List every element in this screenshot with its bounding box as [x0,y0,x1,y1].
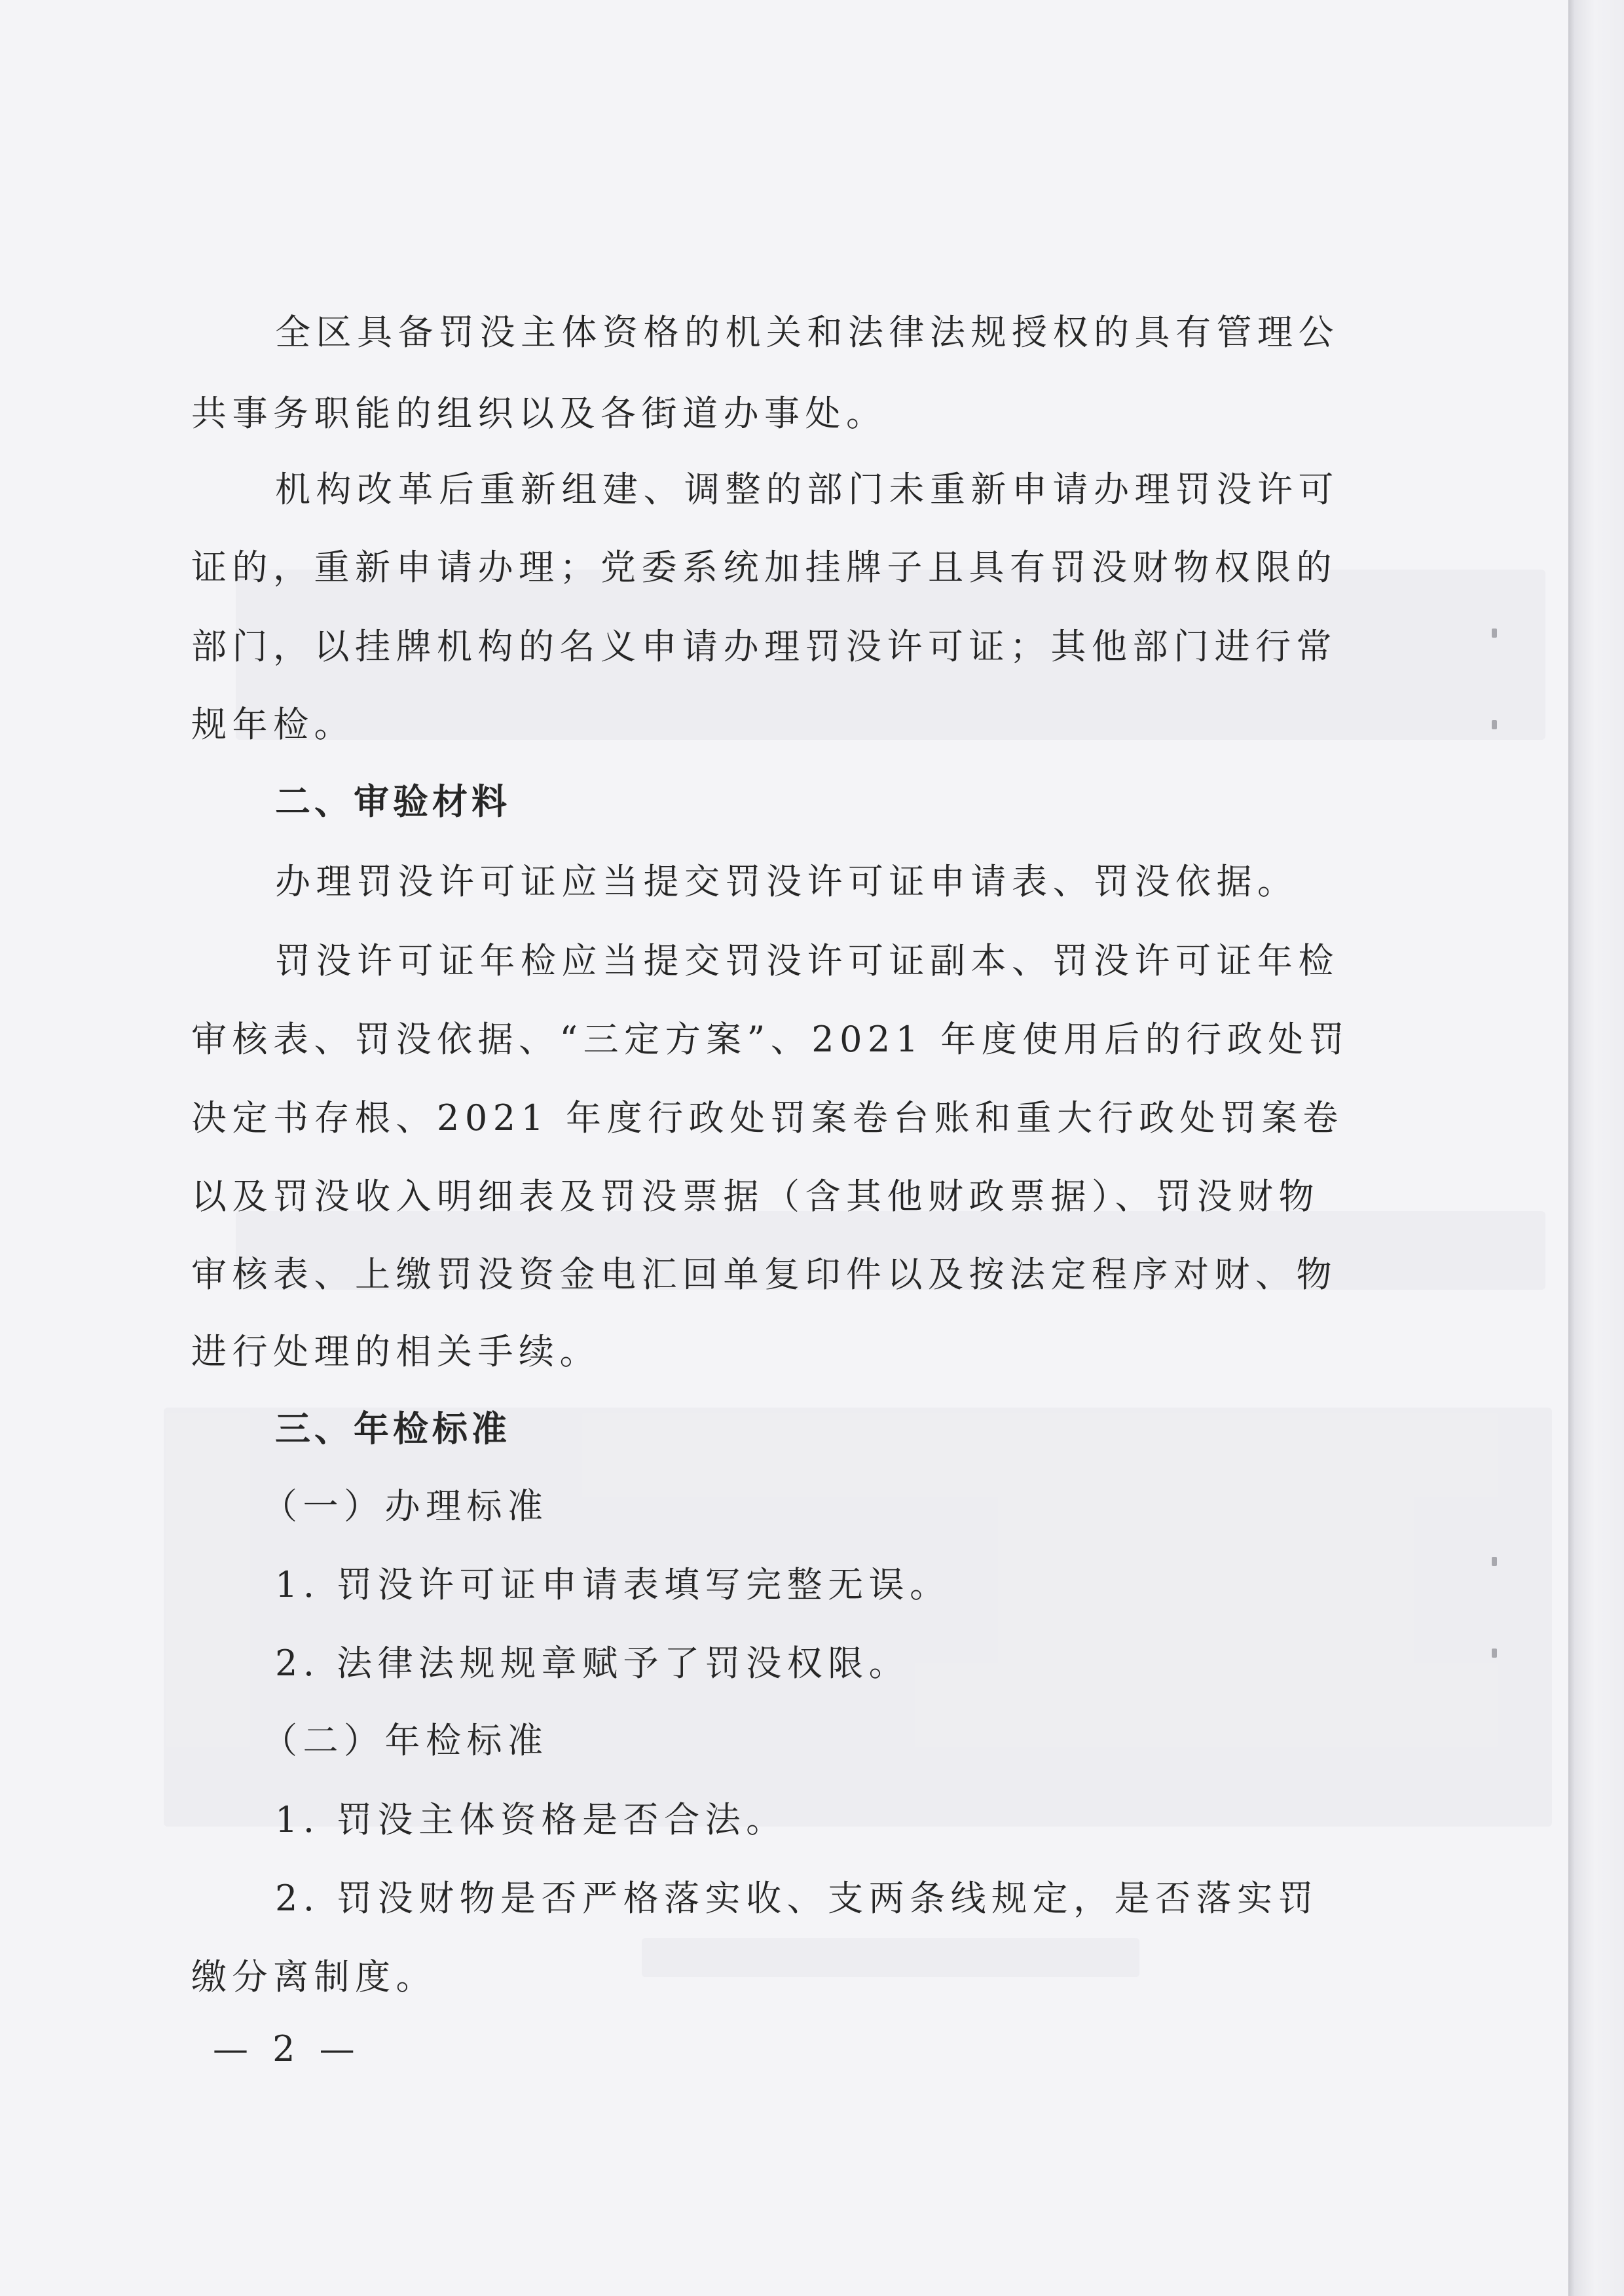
body-text-line: 办理罚没许可证应当提交罚没许可证申请表、罚没依据。 [275,861,1299,902]
show-through-band [642,1938,1139,1977]
subsection-heading: （一）办理标准 [262,1485,549,1527]
scan-mark [1492,720,1497,729]
list-item: 1. 罚没主体资格是否合法。 [275,1799,787,1840]
list-item: 2. 法律法规规章赋予了罚没权限。 [275,1643,910,1684]
body-text-line: 审核表、罚没依据、“三定方案”、2021 年度使用后的行政处罚 [191,1019,1350,1060]
scan-mark [1492,1557,1497,1566]
list-item: 缴分离制度。 [191,1956,437,1997]
body-text-line: 进行处理的相关手续。 [191,1331,600,1372]
scan-mark [1492,1649,1497,1658]
body-text-line: 证的，重新申请办理；党委系统加挂牌子且具有罚没财物权限的 [191,547,1337,588]
body-text-line: 决定书存根、2021 年度行政处罚案卷台账和重大行政处罚案卷 [191,1097,1344,1139]
body-text-line: 审核表、上缴罚没资金电汇回单复印件以及按法定程序对财、物 [191,1254,1337,1295]
body-text-line: 部门，以挂牌机构的名义申请办理罚没许可证；其他部门进行常 [191,626,1337,667]
list-item: 2. 罚没财物是否严格落实收、支两条线规定，是否落实罚 [275,1878,1320,1919]
show-through-band [164,1408,1552,1827]
body-text-line: 规年检。 [191,704,355,745]
body-text-line: 全区具备罚没主体资格的机关和法律法规授权的具有管理公 [275,312,1339,353]
body-text-line: 共事务职能的组织以及各街道办事处。 [191,393,887,434]
list-item: 1. 罚没许可证申请表填写完整无误。 [275,1564,951,1605]
body-text-line: 罚没许可证年检应当提交罚没许可证副本、罚没许可证年检 [275,940,1339,981]
page-number: — 2 — [213,2028,361,2069]
body-text-line: 以及罚没收入明细表及罚没票据（含其他财政票据）、罚没财物 [191,1176,1320,1217]
scan-mark [1492,629,1497,638]
scan-edge [1568,0,1624,2296]
body-text-line: 机构改革后重新组建、调整的部门未重新申请办理罚没许可 [275,469,1339,510]
section-heading: 二、审验材料 [275,781,511,822]
subsection-heading: （二）年检标准 [262,1720,549,1761]
section-heading: 三、年检标准 [275,1408,511,1449]
